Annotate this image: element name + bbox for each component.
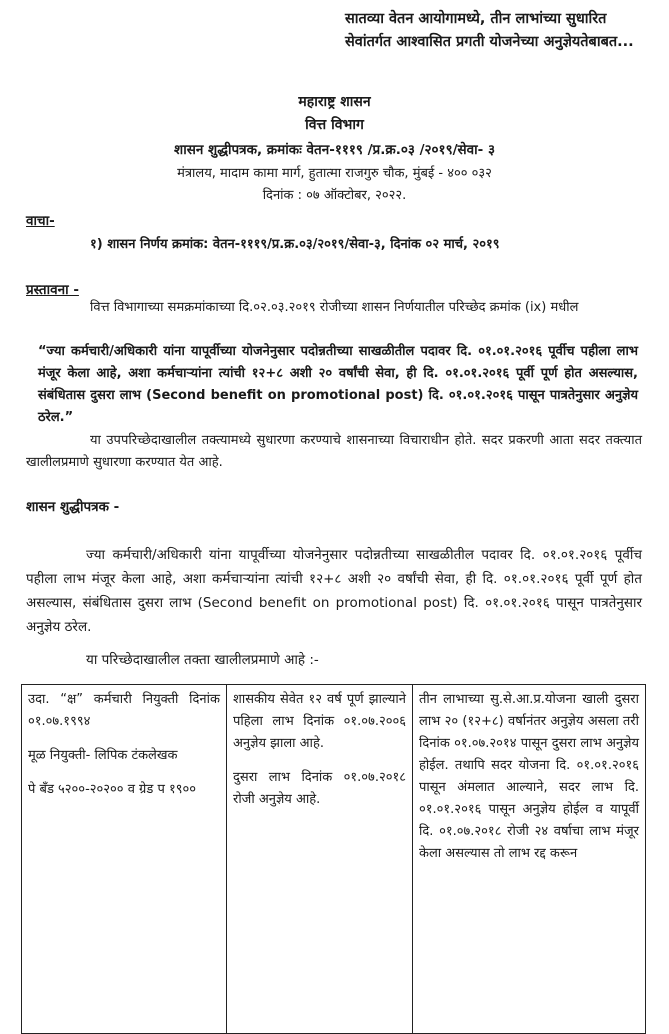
read-item-1: १) शासन निर्णय क्रमांक: वेतन-१११९/प्र.क्र.०३/२०१९/सेवा-३, दिनांक ०२ मार्च, २०१९ [90, 237, 500, 252]
table-intro: या परिच्छेदाखालील तक्ता खालीलप्रमाणे आहे :- [86, 652, 319, 668]
read-heading: वाचा- [26, 213, 55, 229]
revised-benefit: तीन लाभाच्या सु.से.आ.प्र.योजना खाली दुसरा लाभ २० (१२+८) वर्षानंतर अनुज्ञेय असला तरी दिनांक ०१.०७.२०१४ पासून दुसरा लाभ अनुज्ञेय होईल. तथापि सदर योजना दि. ०१.०१.२०१६ पासून अंमलात आल्याने, सदर लाभ दि. ०१.०१.२०१६ पासून अनुज्ञेय होईल व यापूर्वी दि. ०१.०७.२०१८ रोजी २४ वर्षाचा लाभ मंजूर केला असल्यास तो लाभ रद्द करून [419, 692, 639, 861]
table-cell-employee [22, 685, 227, 1034]
second-benefit: दुसरा लाभ दिनांक ०१.०७.२०१८ रोजी अनुज्ञेय आहे. [233, 770, 406, 807]
example-table [21, 684, 646, 1034]
table-row [22, 685, 646, 1034]
order-number: शासन शुद्धीपत्रक, क्रमांकः वेतन-१११९ /प्र.क्र.०३ /२०१९/सेवा- ३ [174, 142, 495, 158]
subject-line: सातव्या वेतन आयोगामध्ये, तीन लाभांच्या सुधारित सेवांतर्गत आश्वासित प्रगती योजनेच्या अनुज्ञेयतेबाबत... [345, 11, 634, 50]
preamble-intro: वित्त विभागाच्या समक्रमांकाच्या दि.०२.०३.२०१९ रोजीच्या शासन निर्णयातील परिच्छेद क्रमांक (ix) मधील [90, 300, 579, 315]
employee-original-post: मूळ नियुक्ती- लिपिक टंकलेखक [28, 748, 178, 763]
table-cell-benefits [227, 685, 413, 1034]
preamble-closing: या उपपरिच्छेदाखालील तक्त्यामध्ये सुधारणा करण्याचे शासनाच्या विचाराधीन होते. सदर प्रकरणी आता सदर तक्त्यात खालीलप्रमाणे सुधारणा करण्यात येत आहे. [26, 433, 642, 470]
employee-pay-band: पे बँड ५२००-२०२०० व ग्रेड प १९०० [28, 782, 197, 797]
order-date: दिनांक : ०७ ऑक्टोबर, २०२२. [262, 188, 407, 203]
department-name: वित्त विभाग [305, 117, 364, 133]
first-benefit: शासकीय सेवेत १२ वर्ष पूर्ण झाल्याने पहिला लाभ दिनांक ०१.०७.२००६ अनुज्ञेय झाला आहे. [233, 692, 406, 751]
preamble-quote: “ज्या कर्मचारी/अधिकारी यांना यापूर्वीच्या योजनेनुसार पदोन्नतीच्या साखळीतील पदावर दि. ०१.०१.२०१६ पूर्वीच पहीला लाभ मंजूर केला आहे, अशा कर्मचाऱ्यांना त्यांची १२+८ अशी २० वर्षांची सेवा, ही दि. ०१.०१.२०१६ पूर्वी पूर्ण होत असल्यास, संबंधितास दुसरा लाभ (Second benefit on promotional post) दि. ०१.०१.२०१६ पासून पात्रतेनुसार अनुज्ञेय ठरेल.” [38, 344, 638, 425]
corrigendum-heading: शासन शुद्धीपत्रक - [26, 499, 120, 515]
ministry-address: मंत्रालय, मादाम कामा मार्ग, हुतात्मा राजगुरु चौक, मुंबई - ४०० ०३२ [177, 166, 492, 181]
corrigendum-body: ज्या कर्मचारी/अधिकारी यांना यापूर्वीच्या योजनेनुसार पदोन्नतीच्या साखळीतील पदावर दि. ०१.०१.२०१६ पूर्वीच पहीला लाभ मंजूर केला आहे, अशा कर्मचाऱ्यांना त्यांची १२+८ अशी २० वर्षांची सेवा, ही दि. ०१.०१.२०१६ पूर्वी पूर्ण होत असल्यास, संबंधितास दुसरा लाभ (Second benefit on promotional post) दि. ०१.०१.२०१६ पासून पात्रतेनुसार अनुज्ञेय ठरेल. [26, 547, 642, 635]
employee-appointment: उदा. “क्ष” कर्मचारी नियुक्ती दिनांक ०१.०७.१९९४ [28, 692, 220, 729]
table-cell-revision [413, 685, 646, 1034]
preamble-heading: प्रस्तावना - [26, 282, 79, 298]
government-name: महाराष्ट्र शासन [298, 94, 371, 110]
